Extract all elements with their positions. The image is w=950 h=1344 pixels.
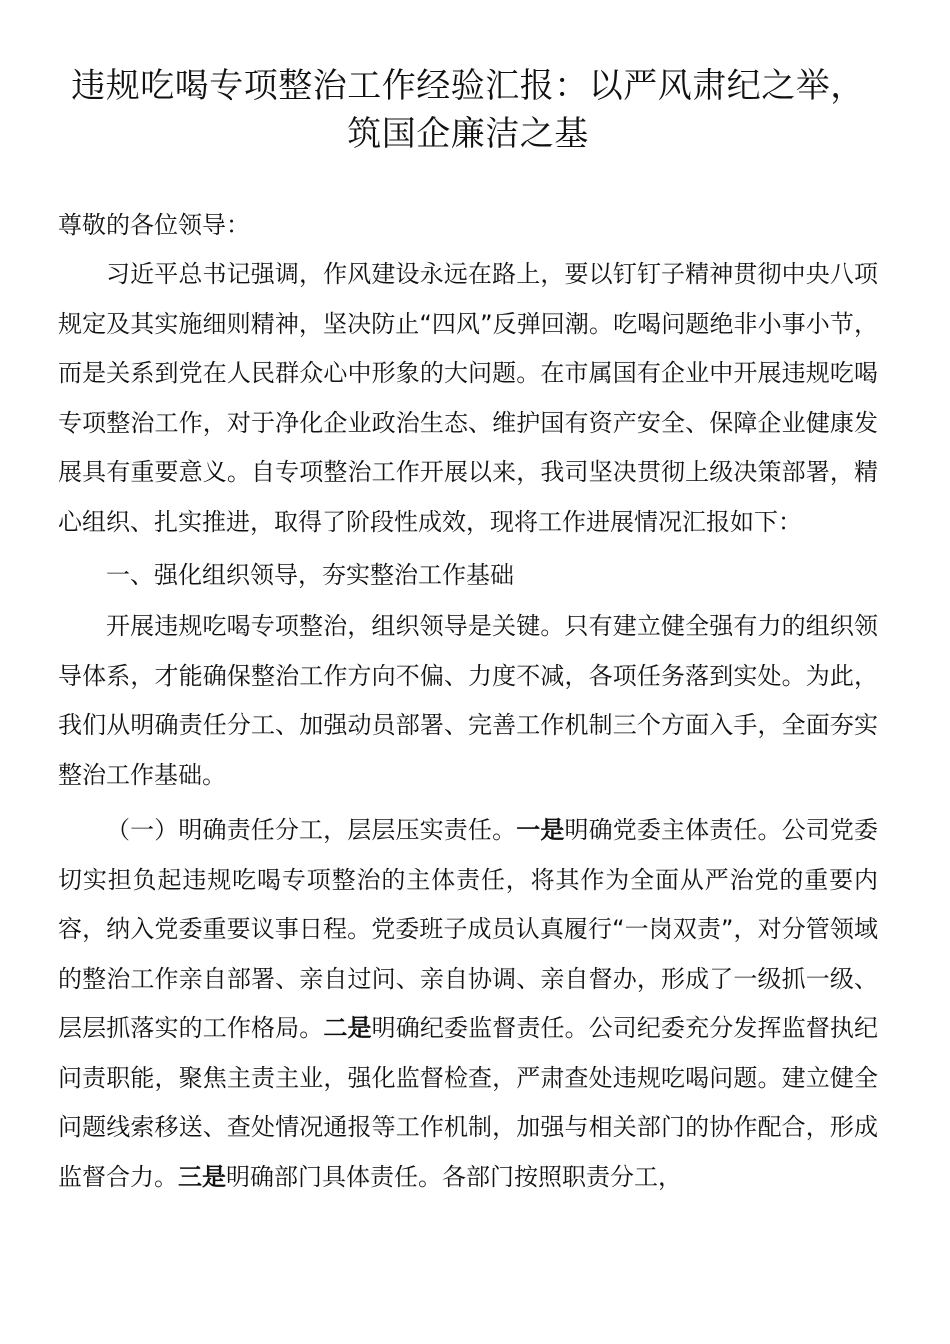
- subsection-1-text-1: 明确党委主体责任。公司党委切实担负起违规吃喝专项整治的主体责任，将其作为全面从严治党的重要内容，纳入党委重要议事日程。党委班子成员认真履行“一岗双责”，对分管领域的整治工作亲自部署、亲自过问、亲自协调、亲自督办，形成了一级抓一级、层层抓落实的工作格局。: [58, 816, 879, 1042]
- keyword-third: 三是: [178, 1162, 226, 1191]
- title-line-1: 违规吃喝专项整治工作经验汇报：以严风肃纪之举，: [71, 66, 865, 106]
- title-line-2: 筑国企廉洁之基: [347, 114, 589, 154]
- intro-paragraph: 习近平总书记强调，作风建设永远在路上，要以钉钉子精神贯彻中央八项规定及其实施细则精神，坚决防止“四风”反弹回潮。吃喝问题绝非小事小节，而是关系到党在人民群众心中形象的大问题。在市属国有企业中开展违规吃喝专项整治工作，对于净化企业政治生态、维护国有资产安全、保障企业健康发展具有重要意义。自专项整治工作开展以来，我司坚决贯彻上级决策部署，精心组织、扎实推进，取得了阶段性成效，现将工作进展情况汇报如下：: [58, 260, 878, 536]
- section-1-paragraph: 开展违规吃喝专项整治，组织领导是关键。只有建立健全强有力的组织领导体系，才能确保整治工作方向不偏、力度不减，各项任务落到实处。为此，我们从明确责任分工、加强动员部署、完善工作机制三个方面入手，全面夯实整治工作基础。: [58, 612, 878, 789]
- keyword-first: 一是: [516, 816, 565, 844]
- keyword-second: 二是: [323, 1014, 372, 1042]
- subsection-1-paragraph: [58, 806, 878, 1202]
- subsection-1-text-2: 明确纪委监督责任。公司纪委充分发挥监督执纪问责职能，聚焦主责主业，强化监督检查，严肃查处违规吃喝问题。建立健全问题线索移送、查处情况通报等工作机制，加强与相关部门的协作配合，形成监督合力。: [58, 1014, 879, 1191]
- subsection-1-text-3: 明确部门具体责任。各部门按照职责分工，: [226, 1162, 682, 1191]
- subsection-1-lead: （一）明确责任分工，层层压实责任。: [106, 816, 517, 844]
- section-1-heading: 一、强化组织领导，夯实整治工作基础: [106, 561, 514, 589]
- salutation: 尊敬的各位领导：: [58, 211, 250, 239]
- document-title: [58, 62, 878, 158]
